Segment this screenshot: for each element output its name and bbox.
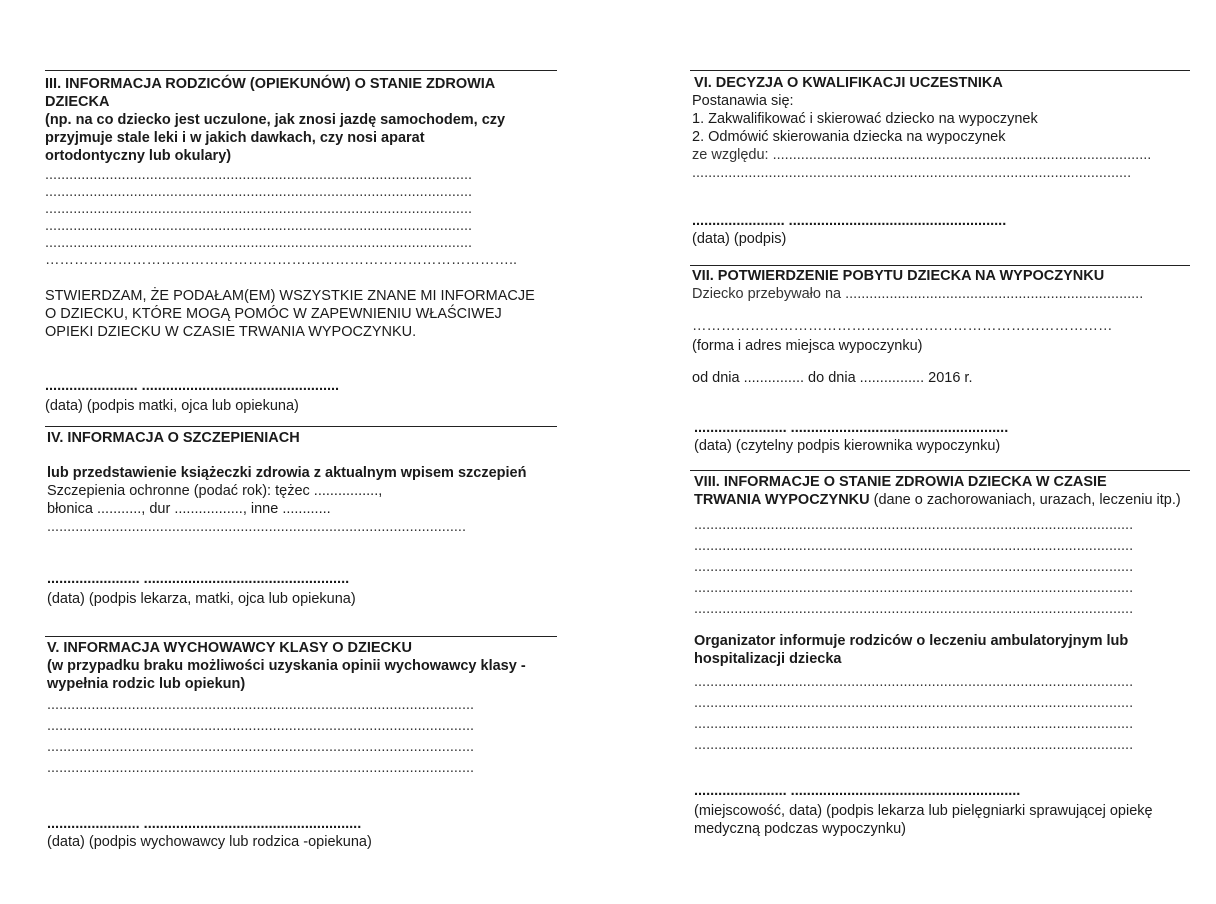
dotted-line[interactable]: ............................................................................................................. [694,601,1134,617]
dotted-line[interactable]: .......................................................................................................... [47,739,475,755]
signature-caption: (data) (czytelny podpis kierownika wypoczynku) [694,438,1001,454]
signature-caption: (miejscowość, data) (podpis lekarza lub pielęgniarki sprawującej opiekę medyczną podczas wypoczynku) [694,803,1153,837]
dotted-line[interactable]: ............................................................................................................. [694,538,1134,554]
section-vii-title: VII. POTWIERDZENIE POBYTU DZIECKA NA WYPOCZYNKU [692,268,1105,284]
decision-option-qualify[interactable]: 1. Zakwalifikować i skierować dziecko na wypoczynek [692,111,1038,127]
dotted-line[interactable]: ............................................................................................................. [692,165,1132,181]
section-iii-lines [45,167,557,269]
signature-caption: (data) (podpis) [692,231,787,247]
dotted-line[interactable]: .......................................................................................................... [45,167,473,183]
section-divider [690,70,1190,71]
section-v-note: (w przypadku braku możliwości uzyskania opinii wychowawcy klasy - wypełnia rodzic lub opiekun) [47,658,526,692]
dotted-line[interactable]: .......................................................................................................... [45,235,473,251]
section-iv-subtitle: lub przedstawienie książeczki zdrowia z aktualnym wpisem szczepień [47,465,527,481]
signature-line[interactable]: ....................... ...................................................... [694,420,1009,436]
stay-dates-line[interactable]: od dnia ............... do dnia ................ 2016 r. [692,370,973,386]
signature-line[interactable]: ....................... ...................................................... [47,816,362,832]
section-divider [690,265,1190,266]
section-viii-title-b: TRWANIA WYPOCZYNKU [694,492,870,508]
section-vi-title: VI. DECYZJA O KWALIFIKACJI UCZESTNIKA [690,75,1003,91]
reason-line[interactable]: ze względu: .............................................................................................. [692,147,1152,163]
section-viii-lines [694,515,1190,620]
section-iii-title: III. INFORMACJA RODZICÓW (OPIEKUNÓW) O STANIE ZDROWIA DZIECKA [45,76,495,110]
signature-line[interactable]: ....................... ................................................... [47,571,350,587]
signature-line[interactable]: ....................... ................................................. [45,378,340,394]
section-divider [45,70,557,71]
organizer-lines [694,672,1190,756]
section-divider [45,636,557,637]
section-v-title: V. INFORMACJA WYCHOWAWCY KLASY O DZIECKU [47,640,412,656]
dotted-line[interactable]: …………………………………………………………………………………….. [45,252,518,268]
dotted-line[interactable]: ........................................................................................................ [47,519,466,535]
dotted-line[interactable]: ............................................................................................................. [694,580,1134,596]
section-divider [690,470,1190,471]
organizer-notice: Organizator informuje rodziców o leczeniu ambulatoryjnym lub hospitalizacji dziecka [694,633,1129,667]
signature-line[interactable]: ....................... ...................................................... [692,213,1007,229]
decision-option-refuse[interactable]: 2. Odmówić skierowania dziecka na wypoczynek [692,129,1006,145]
section-v-lines [47,695,557,779]
signature-caption: (data) (podpis lekarza, matki, ojca lub opiekuna) [47,591,356,607]
dotted-line[interactable]: …………………………………………………………………………… [692,318,1113,334]
vaccination-line-1[interactable]: Szczepienia ochronne (podać rok): tężec ................, [47,483,383,499]
dotted-line[interactable]: ............................................................................................................. [694,674,1134,690]
dotted-line[interactable]: ............................................................................................................. [694,517,1134,533]
declaration-statement: STWIERDZAM, ŻE PODAŁAM(EM) WSZYSTKIE ZNANE MI INFORMACJE O DZIECKU, KTÓRE MOGĄ POMÓC W ZAPEWNIENIU WŁAŚCIWEJ OPIEKI DZIECKU W CZASIE TRWANIA WYPOCZYNKU. [45,288,535,340]
dotted-line[interactable]: .......................................................................................................... [45,218,473,234]
dotted-line[interactable]: .......................................................................................................... [45,201,473,217]
section-viii [690,470,1190,838]
stay-place-line[interactable]: Dziecko przebywało na .......................................................................... [692,286,1144,302]
section-viii-note: (dane o zachorowaniach, urazach, leczeniu itp.) [869,492,1181,508]
dotted-line[interactable]: .......................................................................................................... [47,697,475,713]
signature-caption: (data) (podpis matki, ojca lub opiekuna) [45,398,299,414]
section-iv-title: IV. INFORMACJA O SZCZEPIENIACH [47,430,300,446]
section-divider [45,426,557,427]
dotted-line[interactable]: ............................................................................................................. [694,695,1134,711]
dotted-line[interactable]: ............................................................................................................. [694,737,1134,753]
section-viii-title-cont [694,491,1188,509]
signature-line[interactable]: ....................... ......................................................... [694,783,1021,799]
dotted-line[interactable]: .......................................................................................................... [45,184,473,200]
decision-intro: Postanawia się: [692,93,794,109]
section-iii-note: (np. na co dziecko jest uczulone, jak znosi jazdę samochodem, czy przyjmuje stale leki i w jakich dawkach, czy nosi aparat ortodontyczny lub okulary) [45,112,506,164]
section-viii-title: VIII. INFORMACJE O STANIE ZDROWIA DZIECKA W CZASIE [694,474,1107,490]
section-iii [45,70,557,415]
dotted-line[interactable]: .......................................................................................................... [47,760,475,776]
section-iv [45,426,557,608]
dotted-line[interactable]: .......................................................................................................... [47,718,475,734]
section-vi [690,70,1190,248]
stay-form-caption: (forma i adres miejsca wypoczynku) [692,338,923,354]
section-vii [690,265,1190,455]
dotted-line[interactable]: ............................................................................................................. [694,716,1134,732]
section-v [45,636,557,851]
signature-caption: (data) (podpis wychowawcy lub rodzica -opiekuna) [47,834,372,850]
dotted-line[interactable]: ............................................................................................................. [694,559,1134,575]
vaccination-line-2[interactable]: błonica ..........., dur ................., inne ............ [47,501,331,517]
